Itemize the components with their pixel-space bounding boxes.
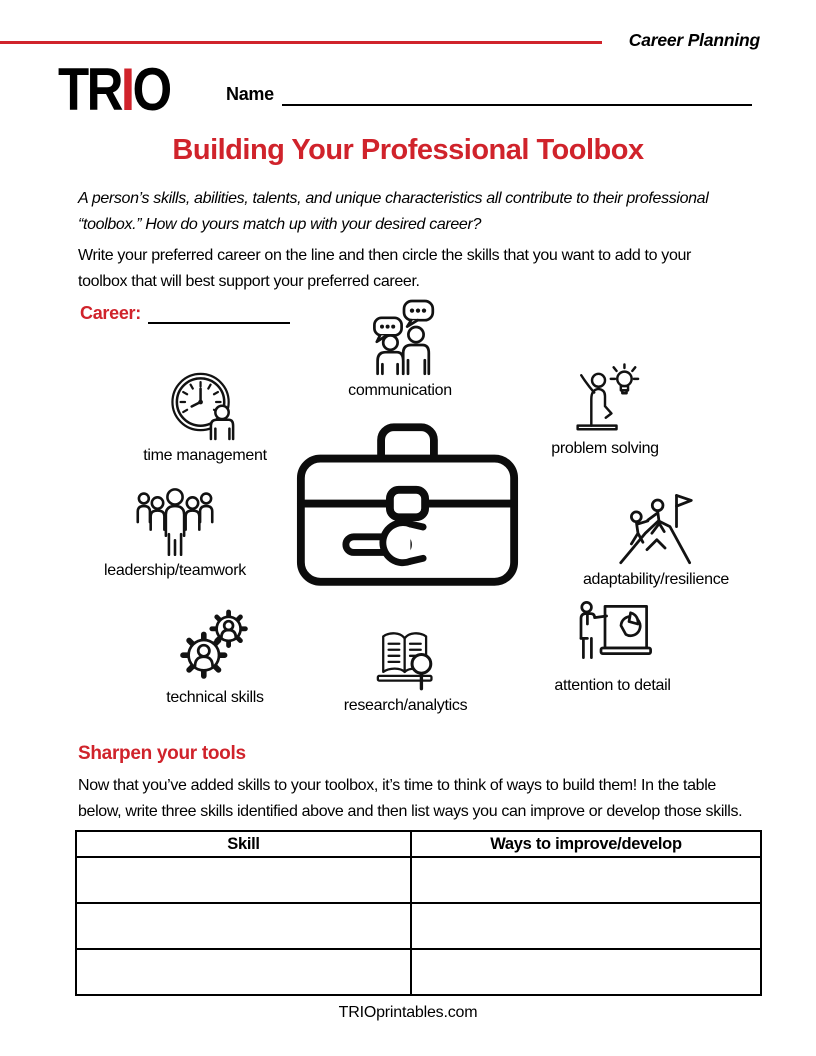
logo-part-o: O bbox=[132, 56, 170, 123]
instructions-paragraph bbox=[78, 243, 691, 295]
time-management-icon bbox=[161, 368, 249, 442]
table-cell-skill-3[interactable] bbox=[76, 949, 411, 995]
table-cell-skill-2[interactable] bbox=[76, 903, 411, 949]
skill-label-research: research/analytics bbox=[343, 697, 468, 714]
table-cell-ways-2[interactable] bbox=[411, 903, 761, 949]
toolbox-icon bbox=[295, 423, 520, 588]
skill-leadership bbox=[95, 481, 255, 580]
footer-url: TRIOprintables.com bbox=[338, 1004, 478, 1021]
skill-technical bbox=[130, 604, 300, 707]
table-header-skill: Skill bbox=[76, 831, 411, 857]
instructions-line-1: Write your preferred career on the line and then circle the skills that you want to add to your bbox=[78, 247, 692, 264]
name-label: Name bbox=[226, 84, 274, 104]
skill-label-technical: technical skills bbox=[166, 689, 264, 706]
research-analytics-icon bbox=[360, 625, 452, 692]
skill-label-leadership: leadership/teamwork bbox=[104, 562, 246, 579]
adaptability-resilience-icon bbox=[606, 484, 706, 566]
career-fill-line[interactable] bbox=[148, 304, 290, 324]
table-header-ways: Ways to improve/develop bbox=[411, 831, 761, 857]
skill-label-time-management: time management bbox=[143, 447, 267, 464]
intro-line-1: A person’s skills, abilities, talents, and unique characteristics all contribute to their professional bbox=[78, 190, 709, 207]
table-cell-skill-1[interactable] bbox=[76, 857, 411, 903]
attention-to-detail-icon bbox=[563, 600, 663, 672]
skill-label-problem-solving: problem solving bbox=[551, 440, 659, 457]
logo-part-i: I bbox=[120, 56, 133, 123]
technical-skills-icon bbox=[169, 604, 261, 684]
name-row bbox=[226, 78, 752, 106]
skill-label-attention: attention to detail bbox=[554, 677, 671, 694]
table-header-row bbox=[76, 831, 761, 857]
skill-label-communication: communication bbox=[348, 382, 452, 399]
table-cell-ways-1[interactable] bbox=[411, 857, 761, 903]
header-rule bbox=[0, 41, 602, 44]
sharpen-line-1: Now that you’ve added skills to your toolbox, it’s time to think of ways to build them! In the table bbox=[78, 777, 716, 794]
sharpen-line-2: below, write three skills identified above and then list ways you can improve or develop those skills. bbox=[78, 803, 743, 820]
skill-label-adaptability: adaptability/resilience bbox=[582, 571, 730, 588]
skill-attention bbox=[535, 600, 690, 695]
career-label: Career: bbox=[80, 303, 141, 323]
intro-paragraph bbox=[78, 186, 708, 238]
skill-communication bbox=[325, 297, 475, 400]
skill-adaptability bbox=[572, 484, 740, 589]
name-fill-line[interactable] bbox=[282, 80, 752, 106]
sharpen-paragraph bbox=[78, 773, 742, 825]
skill-time-management bbox=[120, 368, 290, 465]
table-row bbox=[76, 903, 761, 949]
communication-icon bbox=[352, 297, 448, 377]
instructions-line-2: toolbox that will best support your preferred career. bbox=[78, 273, 420, 290]
problem-solving-icon bbox=[560, 363, 650, 435]
leadership-teamwork-icon bbox=[116, 481, 234, 557]
trio-logo bbox=[58, 56, 170, 123]
toolbox-graphic bbox=[295, 423, 520, 588]
logo-part-tr: TR bbox=[58, 56, 121, 123]
career-row bbox=[80, 300, 290, 324]
page-title: Building Your Professional Toolbox bbox=[172, 134, 644, 166]
sharpen-heading: Sharpen your tools bbox=[78, 743, 246, 764]
skill-research bbox=[328, 625, 483, 715]
intro-line-2: “toolbox.” How do yours match up with your desired career? bbox=[78, 216, 482, 233]
skill-problem-solving bbox=[525, 363, 685, 458]
table-row bbox=[76, 949, 761, 995]
table-cell-ways-3[interactable] bbox=[411, 949, 761, 995]
table-row bbox=[76, 857, 761, 903]
skills-table bbox=[75, 830, 762, 996]
header-tag: Career Planning bbox=[628, 30, 760, 50]
